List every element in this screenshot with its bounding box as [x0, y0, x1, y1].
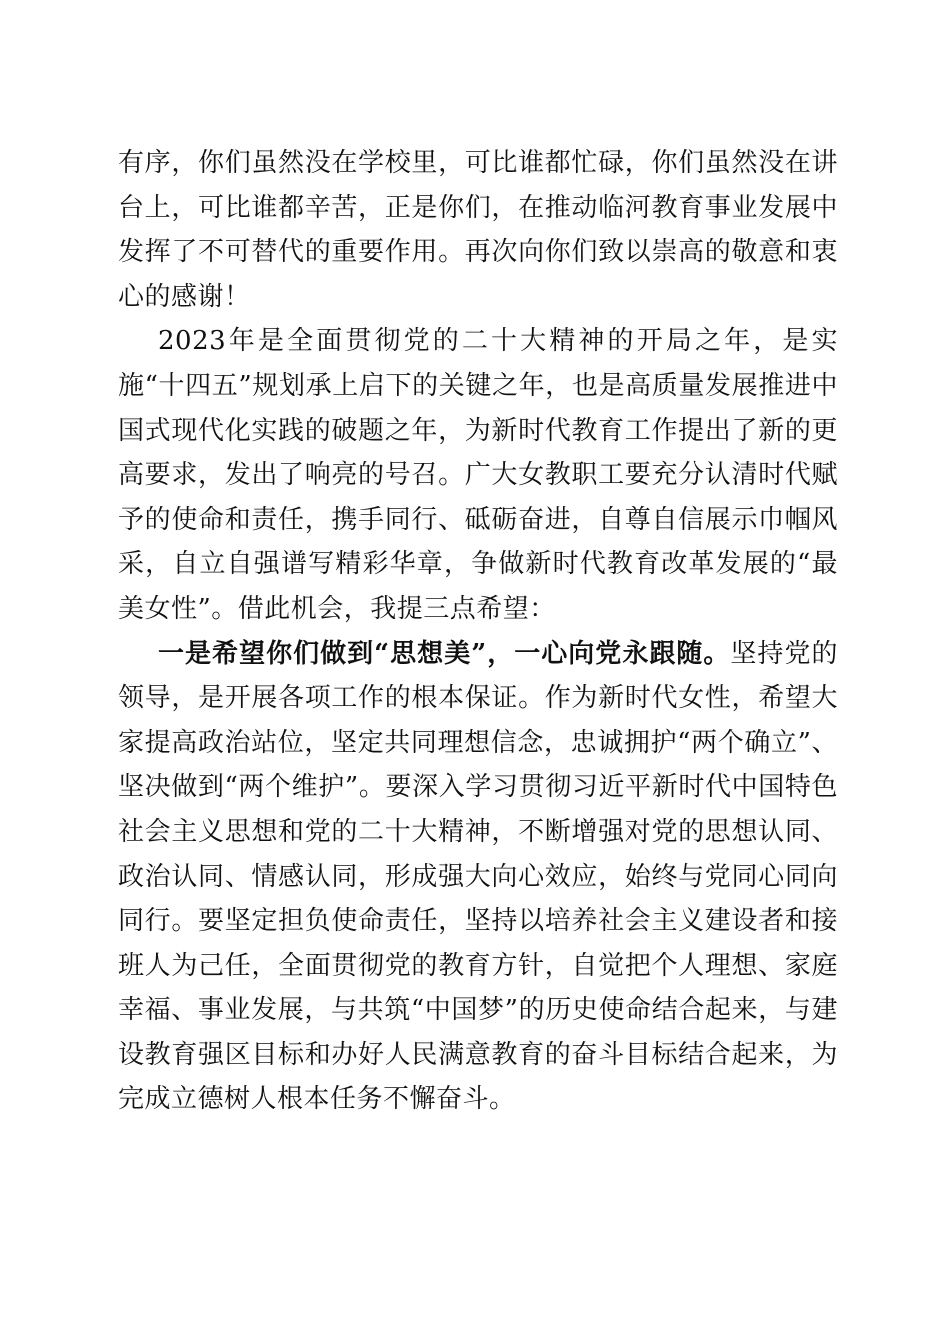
paragraph-2	[118, 319, 838, 631]
body-text	[118, 141, 838, 1122]
paragraph-1	[118, 141, 838, 319]
paragraph-2-text: 2023年是全面贯彻党的二十大精神的开局之年，是实施“十四五”规划承上启下的关键之年，也是高质量发展推进中国式现代化实践的破题之年，为新时代教育工作提出了新的更高要求，发出了响亮的号召。广大女教职工要充分认清时代赋予的使命和责任，携手同行、砥砺奋进，自尊自信展示巾帼风采，自立自强谱写精彩华章，争做新时代教育改革发展的“最美女性”。借此机会，我提三点希望：	[118, 326, 838, 624]
paragraph-3	[118, 632, 838, 1123]
paragraph-1-text: 有序，你们虽然没在学校里，可比谁都忙碌，你们虽然没在讲台上，可比谁都辛苦，正是你们，在推动临河教育事业发展中发挥了不可替代的重要作用。再次向你们致以崇高的敬意和衷心的感谢！	[118, 148, 838, 312]
paragraph-3-lead: 一是希望你们做到“思想美”，一心向党永跟随。	[158, 638, 731, 669]
paragraph-3-text: 坚持党的领导，是开展各项工作的根本保证。作为新时代女性，希望大家提高政治站位，坚定共同理想信念，忠诚拥护“两个确立”、坚决做到“两个维护”。要深入学习贯彻习近平新时代中国特色社会主义思想和党的二十大精神，不断增强对党的思想认同、政治认同、情感认同，形成强大向心效应，始终与党同心同向同行。要坚定担负使命责任，坚持以培养社会主义建设者和接班人为己任，全面贯彻党的教育方针，自觉把个人理想、家庭幸福、事业发展，与共筑“中国梦”的历史使命结合起来，与建设教育强区目标和办好人民满意教育的奋斗目标结合起来，为完成立德树人根本任务不懈奋斗。	[118, 638, 838, 1115]
